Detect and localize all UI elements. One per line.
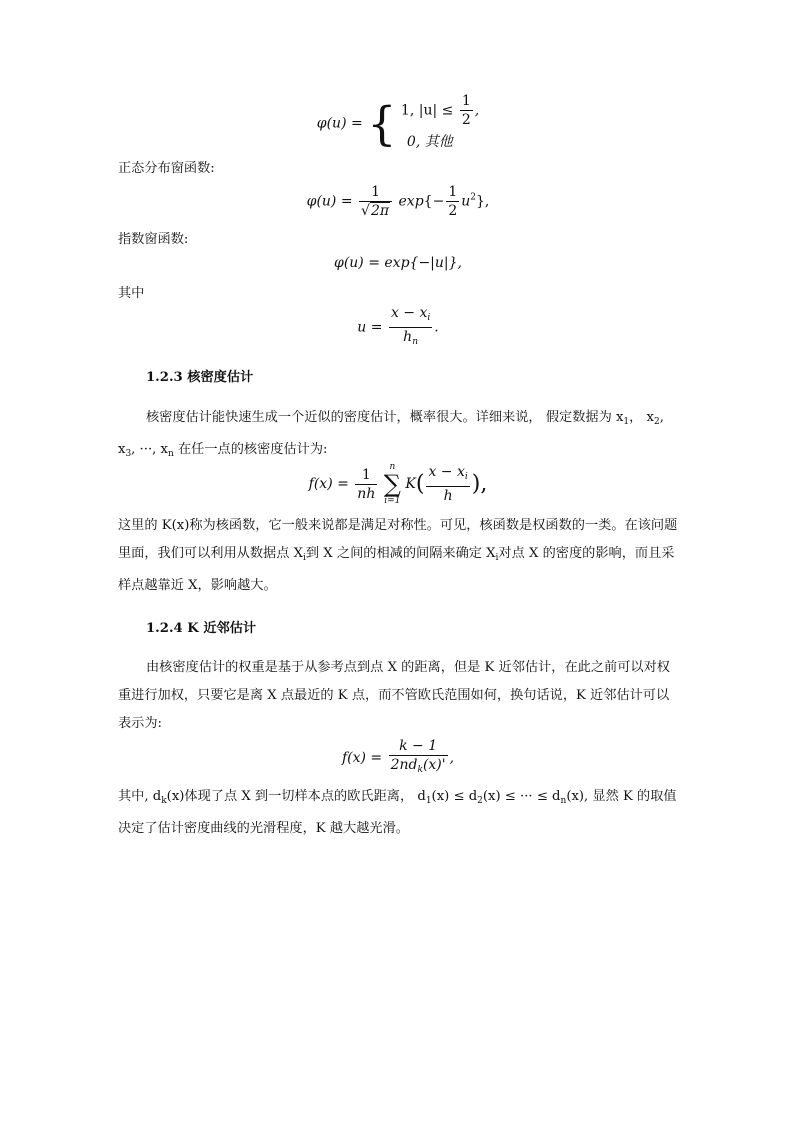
paren-open: (	[415, 471, 425, 497]
kde-inner-num: x − x	[428, 464, 465, 480]
kde-num: 1	[361, 466, 371, 483]
p2-text-2: 到 X 之间的相减的间隔来确定 X	[305, 546, 496, 561]
p2-text-3: 对点 X 的密度的影响，而且采样点越靠近 X，影响越大。	[118, 546, 675, 593]
sqrt-symbol: √	[361, 203, 370, 219]
p1-sep: ， x	[629, 410, 654, 425]
equation-rect-window	[118, 92, 678, 155]
kde-inner-den: h	[426, 486, 469, 505]
case1-den: 2	[461, 112, 471, 128]
kernel-k: K	[405, 476, 416, 492]
p4-text-1: 其中, d	[118, 789, 162, 804]
case1-num: 1	[461, 93, 471, 109]
inner-den: 2	[448, 203, 458, 219]
p1-sub-n: n	[167, 449, 174, 459]
equation-normal-window	[118, 183, 678, 220]
p1-sub-3: 3	[125, 449, 132, 459]
knn-den-sub: k	[417, 765, 423, 775]
paragraph-kernel-function	[118, 512, 678, 600]
p2-sub-2: i	[495, 553, 499, 563]
brace-symbol: {	[367, 96, 397, 151]
p4-text-2: (x)体现了点 X 到一切样本点的欧氏距离， d	[166, 789, 426, 804]
eq-lhs: f(x) =	[341, 750, 383, 766]
p1-text-3: , ···, x	[131, 442, 168, 457]
case1-end: ,	[474, 102, 480, 119]
equation-kde	[118, 462, 678, 506]
u-den-sub: n	[412, 337, 418, 347]
sum-top: n	[389, 462, 396, 472]
section-heading-124: 1.2.4 K 近邻估计	[146, 621, 257, 636]
eq-lhs: u =	[357, 319, 383, 336]
knn-den-end: (x)'	[422, 757, 446, 773]
u-end: .	[434, 319, 439, 336]
frac-num: 1	[371, 184, 380, 200]
p1-text-2: x	[118, 442, 126, 457]
p4-text-5: (x), 显然 K 的取值决定了估计密度曲线的光滑程度，K 越大越光滑。	[118, 789, 677, 836]
equation-knn	[118, 737, 678, 779]
inner-u: u	[461, 193, 471, 210]
inner-num: 1	[448, 184, 458, 200]
paragraph-knn-distance	[118, 783, 678, 843]
paragraph-knn-intro: 由核密度估计的权重是基于从参考点到点 X 的距离，但是 K 近邻估计，在此之前可以对权重进行加权，只要它是离 X 点最近的 K 点，而不管欧氏范围如何，换句话说，K 近邻估计可以表示为:	[118, 660, 670, 731]
equation-exp-window: φ(u) = exp{−|u|},	[334, 255, 462, 271]
p4-sub-n: n	[560, 796, 567, 806]
knn-num: k − 1	[399, 738, 438, 754]
p4-text-3: (x) ≤ d	[431, 789, 478, 804]
p2-sub-1: i	[303, 553, 306, 563]
p4-sub-1: 1	[425, 796, 432, 806]
cases-block	[401, 92, 479, 155]
p4-sub: k	[161, 796, 167, 806]
section-heading-123: 1.2.3 核密度估计	[146, 370, 254, 385]
brace-open: {−	[423, 193, 445, 210]
p1-sub-2: 2	[653, 417, 660, 427]
p2-text-1: 这里的 K(x)称为核函数，它一般来说都是满足对称性。可见，核函数是权函数的一类。在该问题里面，我们可以利用从数据点 X	[118, 518, 678, 561]
kde-den: nh	[357, 485, 376, 502]
p1-sub-1: 1	[623, 417, 630, 427]
inner-sup: 2	[470, 192, 476, 203]
label-where: 其中	[118, 286, 145, 301]
u-num-sub: i	[427, 313, 431, 323]
u-den: h	[403, 329, 413, 345]
eq-lhs: f(x) =	[308, 476, 349, 492]
sum-symbol: ∑	[383, 470, 401, 498]
equation-u	[118, 304, 678, 351]
u-num: x − x	[390, 305, 428, 321]
sum-bottom: i=1	[384, 496, 401, 506]
p1-text-1: 核密度估计能快速生成一个近似的密度估计，概率很大。详细来说， 假定数据为 x	[146, 410, 624, 425]
case1-text: 1, |u| ≤	[400, 102, 458, 119]
paragraph-kde-intro: 核密度估计能快速生成一个近似的密度估计，概率很大。详细来说， 假定数据为 $x_1$， $x_2$, $x_3$, ···, $x_n$ 在任一点的核密度估计为:	[118, 410, 664, 459]
p4-text-4: (x) ≤ ··· ≤ d	[482, 789, 561, 804]
knn-end: ,	[449, 750, 455, 766]
eq-lhs: φ(u) =	[316, 115, 363, 132]
exp-text: exp	[398, 193, 424, 210]
case2-text: 0, 其他	[406, 134, 453, 150]
frac-den: 2π	[370, 203, 390, 219]
brace-close: },	[476, 193, 490, 210]
eq-lhs: φ(u) =	[306, 193, 353, 210]
paren-close: ),	[471, 471, 488, 497]
label-exp-window: 指数窗函数:	[118, 232, 189, 247]
p1-text-4: 在任一点的核密度估计为:	[173, 442, 328, 457]
kde-inner-sub: i	[464, 472, 468, 482]
knn-den: 2nd	[390, 757, 418, 773]
p4-sub-2: 2	[477, 796, 483, 806]
label-normal-window: 正态分布窗函数:	[118, 161, 215, 176]
